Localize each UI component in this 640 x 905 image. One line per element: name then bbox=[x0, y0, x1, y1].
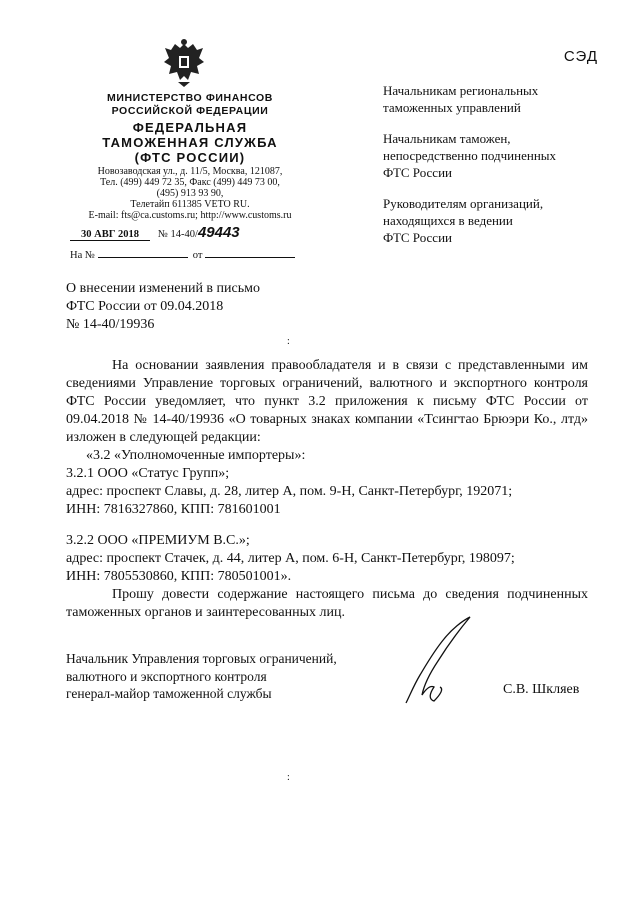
ministry-line: РОССИЙСКОЙ ФЕДЕРАЦИИ bbox=[111, 105, 269, 117]
item2-name: 3.2.2 ООО «ПРЕМИУМ В.С.»; bbox=[66, 533, 250, 548]
position-line: валютного и экспортного контроля bbox=[66, 668, 267, 684]
letter-subject bbox=[66, 280, 260, 334]
margin-mark: : bbox=[287, 336, 290, 347]
subject-line: О внесении изменений в письмо bbox=[66, 281, 260, 296]
margin-mark: : bbox=[287, 772, 290, 783]
subject-line: ФТС России от 09.04.2018 bbox=[66, 299, 224, 314]
ministry-name bbox=[75, 92, 305, 118]
registration-number-prefix: № 14-40/ bbox=[157, 229, 198, 240]
signatory-name: С.В. Шкляев bbox=[503, 682, 580, 697]
addressee-line: находящихся в ведении bbox=[383, 213, 513, 228]
address-line: Тел. (499) 449 72 35, Факс (499) 449 73 00, bbox=[100, 177, 280, 188]
ministry-line: МИНИСТЕРСТВО ФИНАНСОВ bbox=[107, 92, 273, 104]
addressees bbox=[383, 82, 613, 260]
address-line: (495) 913 93 90, bbox=[156, 188, 224, 199]
position-line: генерал-майор таможенной службы bbox=[66, 686, 272, 701]
addressee-line: Руководителям организаций, bbox=[383, 196, 544, 211]
address-line: E-mail: fts@ca.customs.ru; http://www.customs.ru bbox=[88, 210, 292, 221]
service-name bbox=[75, 120, 305, 165]
item2-ids: ИНН: 7805530860, КПП: 780501001». bbox=[66, 569, 292, 584]
addressee-line: Начальникам таможен, bbox=[383, 131, 511, 146]
addressee-line: таможенных управлений bbox=[383, 100, 521, 115]
addressee-group bbox=[383, 130, 613, 181]
on-blank bbox=[98, 248, 188, 258]
item1-name: 3.2.1 ООО «Статус Групп»; bbox=[66, 466, 230, 481]
letter-body bbox=[66, 357, 588, 622]
subject-line: № 14-40/19936 bbox=[66, 317, 155, 332]
item1-ids: ИНН: 7816327860, КПП: 781601001 bbox=[66, 502, 281, 517]
item1-address: адрес: проспект Славы, д. 28, литер А, пом. 9-Н, Санкт-Петербург, 192071; bbox=[66, 484, 513, 499]
on-label: На № bbox=[70, 250, 95, 261]
registration-number: 49443 bbox=[197, 224, 240, 241]
intro-paragraph: На основании заявления правообладателя и в связи с представленными им сведениями Управление торговых ограничений, валютного и экспортного контроля ФТС России уведомляет, что пункт 3.2 приложения к письму ФТС России от 09.04.2018 № 14-40/19936 «О товарных знаках компании «Тсингтао Брюэри Ко., лтд» изложен в следующей редакции: bbox=[66, 358, 588, 445]
registration-date: 30 АВГ 2018 bbox=[70, 229, 150, 241]
addressee-group bbox=[383, 195, 613, 246]
position-line: Начальник Управления торговых ограничений, bbox=[66, 651, 337, 666]
addressee-group bbox=[383, 82, 613, 116]
sed-mark: СЭД bbox=[563, 48, 598, 65]
from-blank bbox=[205, 248, 295, 258]
addressee-line: Начальникам региональных bbox=[383, 83, 539, 98]
addressee-line: ФТС России bbox=[383, 165, 452, 180]
sender-address bbox=[75, 166, 305, 221]
request-paragraph: Прошу довести содержание настоящего письма до сведения подчиненных таможенных органов и заинтересованных лиц. bbox=[66, 587, 588, 620]
service-line: ФЕДЕРАЛЬНАЯ bbox=[132, 120, 248, 135]
from-label: от bbox=[192, 250, 203, 261]
addressee-line: непосредственно подчиненных bbox=[383, 148, 557, 163]
item2-address: адрес: проспект Стачек, д. 44, литер А, пом. 6-Н, Санкт-Петербург, 198097; bbox=[66, 551, 515, 566]
service-line: (ФТС РОССИИ) bbox=[134, 150, 246, 165]
handwritten-signature bbox=[400, 615, 490, 710]
service-line: ТАМОЖЕННАЯ СЛУЖБА bbox=[102, 135, 278, 150]
reply-to-line bbox=[70, 248, 295, 261]
state-emblem-icon bbox=[161, 38, 207, 88]
address-line: Новозаводская ул., д. 11/5, Москва, 121087, bbox=[97, 166, 283, 177]
address-line: Телетайп 611385 VETO RU. bbox=[130, 199, 250, 210]
item-title: «3.2 «Уполномоченные импортеры»: bbox=[86, 448, 306, 463]
registration-line bbox=[70, 224, 240, 241]
addressee-line: ФТС России bbox=[383, 230, 452, 245]
signatory-position bbox=[66, 650, 337, 703]
